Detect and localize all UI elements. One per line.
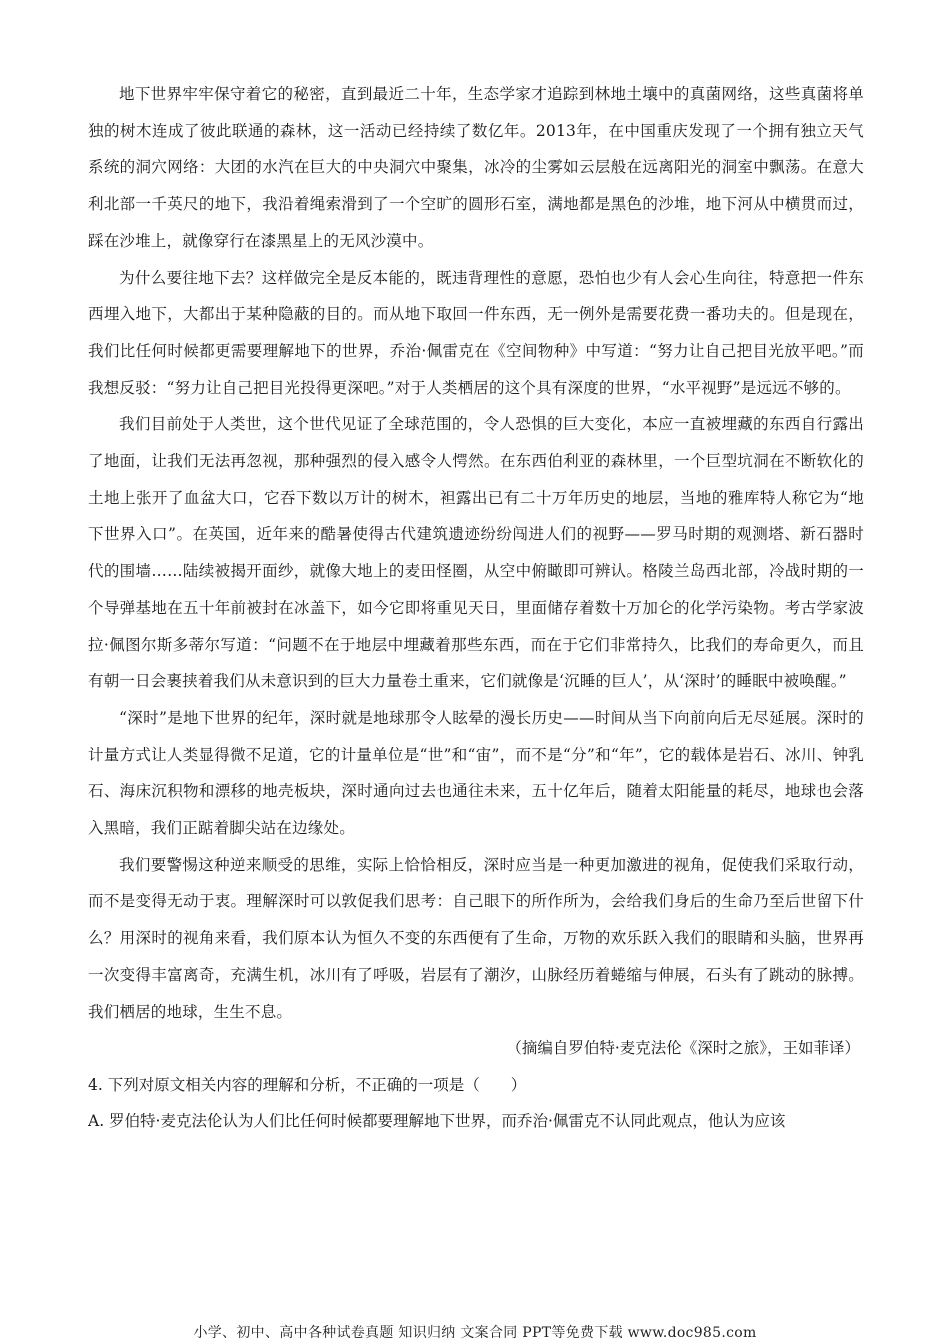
article-paragraph-4: “深时”是地下世界的纪年，深时就是地球那令人眩晕的漫长历史——时间从当下向前向后无尽延展。深时的计量方式让人类显得微不足道，它的计量单位是“世”和“宙”，而不是“分”和“年”，它的载体是岩石、冰川、钟乳石、海床沉积物和漂移的地壳板块，深时通向过去也通往未来，五十亿年后，随着太阳能量的耗尽，地球也会落入黑暗，我们正踮着脚尖站在边缘处。 (88, 708, 864, 838)
page-footer: 小学、初中、高中各种试卷真题 知识归纳 文案合同 PPT等免费下载 www.doc985.com (193, 1325, 757, 1341)
document-page (88, 76, 864, 1139)
article-source: （摘编自罗伯特·麦克法伦《深时之旅》，王如菲译） (506, 1039, 860, 1058)
question-stem: 4. 下列对原文相关内容的理解和分析，不正确的一项是（ ） (88, 1075, 527, 1094)
article-paragraph-5: 我们要警惕这种逆来顺受的思维，实际上恰恰相反，深时应当是一种更加激进的视角，促使我们采取行动，而不是变得无动于衷。理解深时可以敦促我们思考：自己眼下的所作所为，会给我们身后的生命乃至后世留下什么？用深时的视角来看，我们原本认为恒久不变的东西便有了生命，万物的欢乐跃入我们的眼睛和头脑，世界再一次变得丰富离奇，充满生机，冰川有了呼吸，岩层有了潮汐，山脉经历着蜷缩与伸展，石头有了跳动的脉搏。我们栖居的地球，生生不息。 (88, 855, 864, 1021)
article-paragraph-2: 为什么要往地下去？这样做完全是反本能的，既违背理性的意愿，恐怕也少有人会心生向往，特意把一件东西埋入地下，大都出于某种隐蔽的目的。而从地下取回一件东西，无一例外是需要花费一番功夫的。但是现在，我们比任何时候都更需要理解地下的世界，乔治·佩雷克在《空间物种》中写道：“努力让自己把目光放平吧。”而我想反驳：“努力让自己把目光投得更深吧。”对于人类栖居的这个具有深度的世界，“水平视野”是远远不够的。 (88, 268, 864, 397)
question-option-a: A. 罗伯特·麦克法伦认为人们比任何时候都要理解地下世界，而乔治·佩雷克不认同此观点，他认为应该 (88, 1111, 786, 1130)
article-paragraph-3: 我们目前处于人类世，这个世代见证了全球范围的，令人恐惧的巨大变化，本应一直被埋藏的东西自行露出了地面，让我们无法再忽视，那种强烈的侵入感令人愕然。在东西伯利亚的森林里，一个巨型坑洞在不断软化的土地上张开了血盆大口，它吞下数以万计的树木，袒露出已有二十万年历史的地层，当地的雅库特人称它为“地下世界入口”。在英国，近年来的酷暑使得古代建筑遗迹纷纷闯进人们的视野——罗马时期的观测塔、新石器时代的围墙……陆续被揭开面纱，就像大地上的麦田怪圈，从空中俯瞰即可辨认。格陵兰岛西北部，冷战时期的一个导弹基地在五十年前被封在冰盖下，如今它即将重见天日，里面储存着数十万加仑的化学污染物。考古学家波拉·佩图尔斯多蒂尔写道：“问题不在于地层中埋藏着那些东西，而在于它们非常持久，比我们的寿命更久，而且有朝一日会裹挟着我们从未意识到的巨大力量卷土重来，它们就像是‘沉睡的巨人’，从‘深时’的睡眠中被唤醒。” (88, 415, 864, 691)
article-paragraph-1: 地下世界牢牢保守着它的秘密，直到最近二十年，生态学家才追踪到林地土壤中的真菌网络，这些真菌将单独的树木连成了彼此联通的森林，这一活动已经持续了数亿年。2013年，在中国重庆发现了一个拥有独立天气系统的洞穴网络：大团的水汽在巨大的中央洞穴中聚集，冰冷的尘雾如云层般在远离阳光的洞室中飘荡。在意大利北部一千英尺的地下，我沿着绳索滑到了一个空旷的圆形石室，满地都是黑色的沙堆，地下河从中横贯而过，踩在沙堆上，就像穿行在漆黑星上的无风沙漠中。 (88, 85, 864, 250)
